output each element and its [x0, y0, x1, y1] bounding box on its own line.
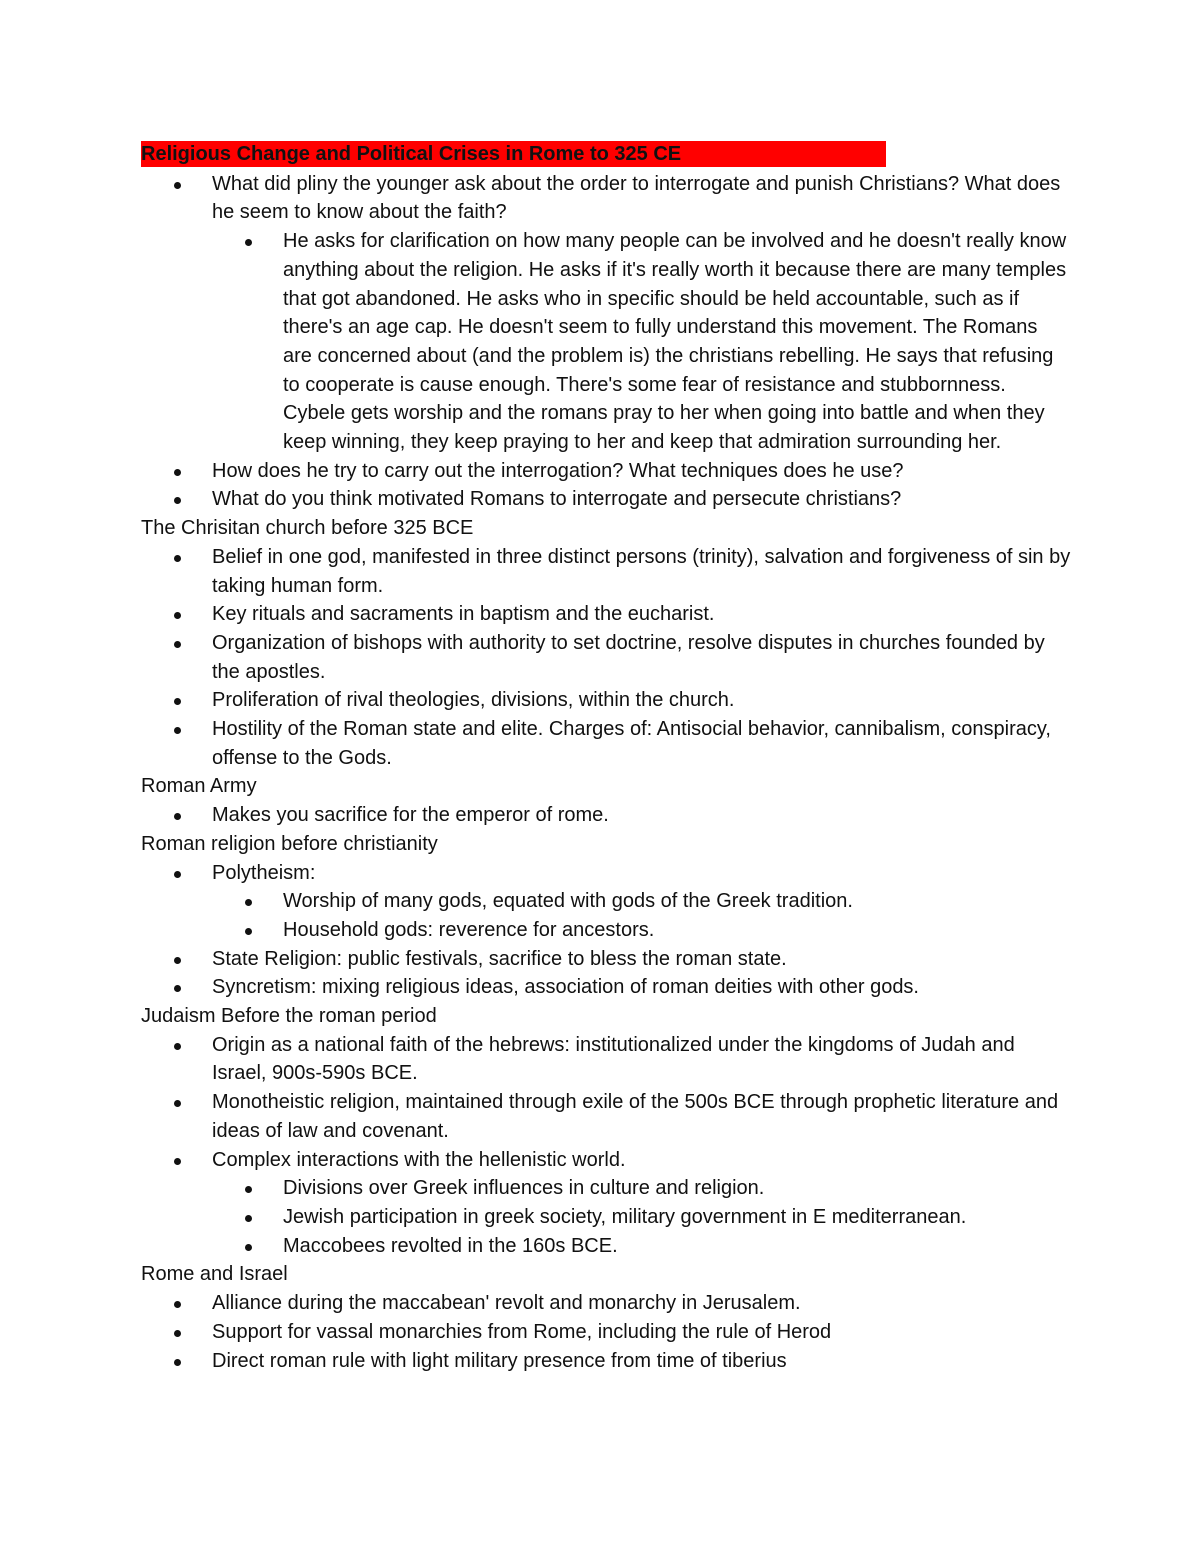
- bullet-icon: [174, 1043, 181, 1050]
- section-heading: Roman Army: [141, 775, 257, 798]
- list-item: [141, 1146, 1071, 1175]
- list-item: [141, 686, 1071, 715]
- document-section: [141, 1002, 1071, 1260]
- bullet-icon: [174, 1158, 181, 1165]
- bullet-icon: [174, 641, 181, 648]
- list-item: [141, 945, 1071, 974]
- list-item: [141, 485, 1071, 514]
- list-item-text: Proliferation of rival theologies, divisions, within the church.: [212, 689, 735, 712]
- list-item-text: What do you think motivated Romans to interrogate and persecute christians?: [212, 488, 902, 511]
- list-item-text: Belief in one god, manifested in three distinct persons (trinity), salvation and forgiveness of sin by taking human form.: [212, 545, 1071, 597]
- list-item: [141, 859, 1071, 888]
- bullet-icon: [174, 985, 181, 992]
- list-item-text: State Religion: public festivals, sacrifice to bless the roman state.: [212, 947, 787, 970]
- list-item: [141, 715, 1071, 772]
- list-item-text: Complex interactions with the hellenistic world.: [212, 1148, 626, 1171]
- bullet-icon: [174, 1301, 181, 1308]
- list-item-text: Polytheism:: [212, 861, 316, 884]
- sub-list-item: [141, 227, 1071, 457]
- bullet-icon: [174, 813, 181, 820]
- bullet-icon: [245, 928, 252, 935]
- document-body: [141, 141, 1071, 1375]
- document-section: [141, 830, 1071, 1002]
- list-item-text: Direct roman rule with light military presence from time of tiberius: [212, 1349, 787, 1372]
- section-heading: Rome and Israel: [141, 1263, 288, 1286]
- bullet-list: [141, 1289, 1071, 1375]
- bullet-list: [141, 543, 1071, 773]
- bullet-list: [141, 170, 1071, 514]
- list-item-text: Support for vassal monarchies from Rome, including the rule of Herod: [212, 1320, 832, 1343]
- list-item-text: Origin as a national faith of the hebrews: institutionalized under the kingdoms of Judah and Israel, 900s-590s BCE.: [212, 1033, 1015, 1085]
- bullet-icon: [174, 1330, 181, 1337]
- list-item: [141, 1031, 1071, 1088]
- bullet-icon: [174, 727, 181, 734]
- document-section: [141, 170, 1071, 514]
- list-item-text: Alliance during the maccabean' revolt and monarchy in Jerusalem.: [212, 1292, 801, 1315]
- sub-list-item-text: Maccobees revolted in the 160s BCE.: [283, 1234, 618, 1257]
- sub-list-item-text: Household gods: reverence for ancestors.: [283, 918, 655, 941]
- list-item: [141, 801, 1071, 830]
- bullet-icon: [174, 555, 181, 562]
- bullet-icon: [174, 957, 181, 964]
- list-item-text: Organization of bishops with authority to set doctrine, resolve disputes in churches founded by the apostles.: [212, 631, 1045, 683]
- list-item-text: Syncretism: mixing religious ideas, association of roman deities with other gods.: [212, 976, 919, 999]
- section-heading: Judaism Before the roman period: [141, 1005, 437, 1028]
- sub-list-item-text: Worship of many gods, equated with gods of the Greek tradition.: [283, 890, 853, 913]
- sub-list-item-text: Divisions over Greek influences in culture and religion.: [283, 1177, 765, 1200]
- list-item-text: How does he try to carry out the interrogation? What techniques does he use?: [212, 459, 904, 482]
- list-item: [141, 1289, 1071, 1318]
- document-section: [141, 1260, 1071, 1375]
- bullet-list: [141, 1031, 1071, 1261]
- list-item-text: What did pliny the younger ask about the order to interrogate and punish Christians? What does he seem to know about the faith?: [212, 172, 1061, 224]
- sub-list-item-text: Jewish participation in greek society, military government in E mediterranean.: [283, 1206, 967, 1228]
- bullet-icon: [174, 698, 181, 705]
- section-heading: Roman religion before christianity: [141, 832, 438, 855]
- bullet-icon: [174, 1359, 181, 1366]
- document-section: [141, 514, 1071, 772]
- bullet-icon: [174, 612, 181, 619]
- bullet-icon: [174, 497, 181, 504]
- sub-list-item-text: He asks for clarification on how many people can be involved and he doesn't really know anything about the religion. He asks if it's really worth it because there are many temples that got abandoned. He asks who in specific should be held accountable, such as if there's an age cap. He doesn't seem to fully understand this movement. The Romans are concerned about (and the problem is) the christians rebelling. He says that refusing to cooperate is cause enough. There's some fear of resistance and stubbornness. Cybele gets worship and the romans pray to her when going into battle and when they keep winning, they keep praying to her and keep that admiration surrounding her.: [283, 230, 1067, 454]
- bullet-icon: [174, 469, 181, 476]
- document-sections: [141, 170, 1071, 1376]
- bullet-icon: [245, 1215, 252, 1222]
- bullet-icon: [245, 239, 252, 246]
- list-item: [141, 1318, 1071, 1347]
- bullet-icon: [245, 1186, 252, 1193]
- list-item-text: Makes you sacrifice for the emperor of rome.: [212, 804, 609, 827]
- list-item: [141, 1347, 1071, 1376]
- list-item: [141, 170, 1071, 227]
- list-item: [141, 973, 1071, 1002]
- bullet-icon: [245, 1244, 252, 1251]
- list-item-text: Hostility of the Roman state and elite. Charges of: Antisocial behavior, cannibalism, conspiracy, offense to the Gods.: [212, 718, 1051, 769]
- sub-list-item: [141, 1203, 1071, 1232]
- bullet-icon: [245, 899, 252, 906]
- list-item: [141, 457, 1071, 486]
- list-item-text: Key rituals and sacraments in baptism and the eucharist.: [212, 603, 715, 626]
- bullet-icon: [174, 1100, 181, 1107]
- list-item: [141, 629, 1071, 686]
- list-item: [141, 1088, 1071, 1145]
- section-heading: The Chrisitan church before 325 BCE: [141, 517, 474, 540]
- bullet-icon: [174, 871, 181, 878]
- list-item-text: Monotheistic religion, maintained through exile of the 500s BCE through prophetic literature and ideas of law and covenant.: [212, 1091, 1059, 1142]
- sub-list-item: [141, 916, 1071, 945]
- bullet-list: [141, 859, 1071, 1003]
- document-section: [141, 772, 1071, 829]
- list-item: [141, 600, 1071, 629]
- sub-list-item: [141, 887, 1071, 916]
- document-title: Religious Change and Political Crises in Rome to 325 CE: [141, 141, 886, 167]
- sub-list-item: [141, 1174, 1071, 1203]
- sub-list-item: [141, 1232, 1071, 1261]
- list-item: [141, 543, 1071, 600]
- bullet-icon: [174, 182, 181, 189]
- bullet-list: [141, 801, 1071, 830]
